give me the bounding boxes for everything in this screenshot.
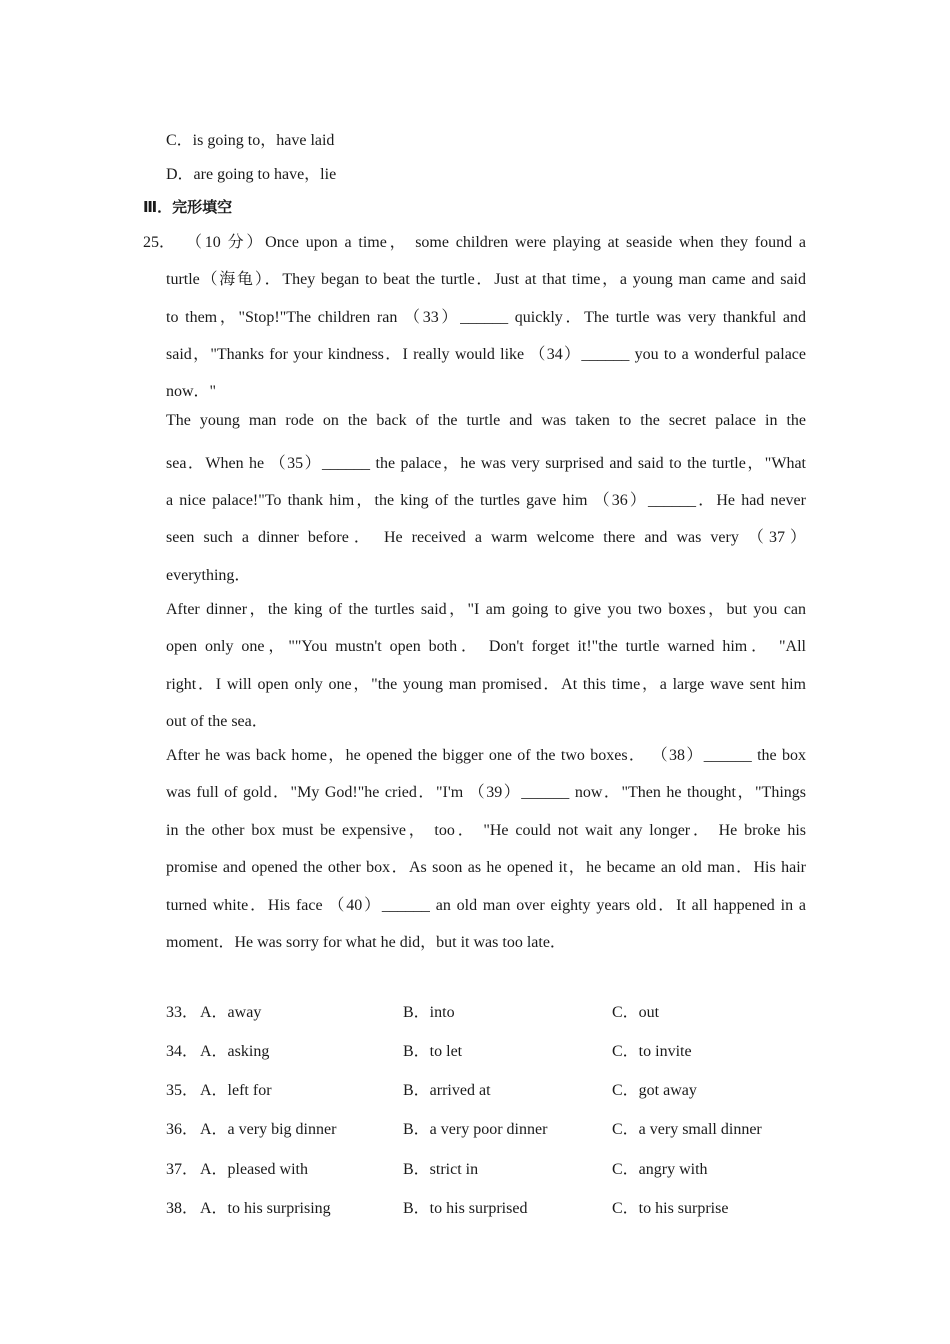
passage-line: （10 分）Once upon a time， some children were playing at seaside when they found a [186,234,806,251]
passage-line: in the other box must be expensive， too． "He could not wait any longer． He broke his [166,822,806,839]
passage-line: The young man rode on the back of the turtle and was taken to the secret palace in the [166,412,806,429]
passage-line: sea．When he （35）______ the palace，he was very surprised and said to the turtle，"What [166,455,806,472]
passage-line: After he was back home，he opened the bigger one of the two boxes． （38）______ the box [166,747,806,764]
option-number: 35． [166,1082,199,1099]
passage-line: was full of gold．"My God!"he cried．"I'm （39）______ now．"Then he thought，"Things [166,784,806,801]
passage-line: turtle（海龟）．They began to beat the turtle．Just at that time，a young man came and said [166,271,806,288]
prev-option-d: D．are going to have，lie [166,166,337,183]
option-c: C．a very small dinner [612,1121,762,1138]
passage-line: right．I will open only one，"the young man promised．At this time，a large wave sent him [166,676,806,693]
option-number: 34． [166,1043,199,1060]
option-c: C．angry with [612,1161,708,1178]
option-b: B．into [403,1004,455,1021]
passage-line: promise and opened the other box．As soon as he opened it，he became an old man．His hair [166,859,806,876]
option-a: A．asking [200,1043,270,1060]
option-a: A．to his surprising [200,1200,331,1217]
option-c: C．out [612,1004,660,1021]
passage-line: open only one，""You mustn't open both． Don't forget it!"the turtle warned him． "All [166,638,806,655]
option-number: 37． [166,1161,199,1178]
section-heading: Ⅲ．完形填空 [143,198,233,216]
option-number: 33． [166,1004,199,1021]
option-a: A．pleased with [200,1161,308,1178]
question-number: 25． [143,234,176,251]
option-number: 38． [166,1200,199,1217]
passage-line: to them，"Stop!"The children ran （33）______ quickly．The turtle was very thankful and [166,309,806,326]
option-a: A．left for [200,1082,272,1099]
passage-line: out of the sea． [166,713,268,730]
passage-line: said，"Thanks for your kindness．I really would like （34）______ you to a wonderful palace [166,346,806,363]
passage-line: everything． [166,567,251,584]
option-number: 36． [166,1121,199,1138]
option-b: B．arrived at [403,1082,491,1099]
option-b: B．strict in [403,1161,479,1178]
option-b: B．to let [403,1043,463,1060]
passage-line: a nice palace!"To thank him，the king of the turtles gave him （36）______．He had never [166,492,806,509]
option-c: C．got away [612,1082,697,1099]
passage-line: moment．He was sorry for what he did，but it was too late． [166,934,566,951]
passage-line: turned white．His face （40）______ an old man over eighty years old．It all happened in a [166,897,806,914]
option-c: C．to his surprise [612,1200,729,1217]
passage-line: now．" [166,383,217,400]
passage-line: After dinner，the king of the turtles said，"I am going to give you two boxes，but you can [166,601,806,618]
option-c: C．to invite [612,1043,692,1060]
option-b: B．to his surprised [403,1200,528,1217]
option-a: A．away [200,1004,262,1021]
prev-option-c: C．is going to，have laid [166,132,335,149]
option-a: A．a very big dinner [200,1121,337,1138]
option-b: B．a very poor dinner [403,1121,548,1138]
passage-line: seen such a dinner before． He received a warm welcome there and was very （37） [166,529,806,546]
